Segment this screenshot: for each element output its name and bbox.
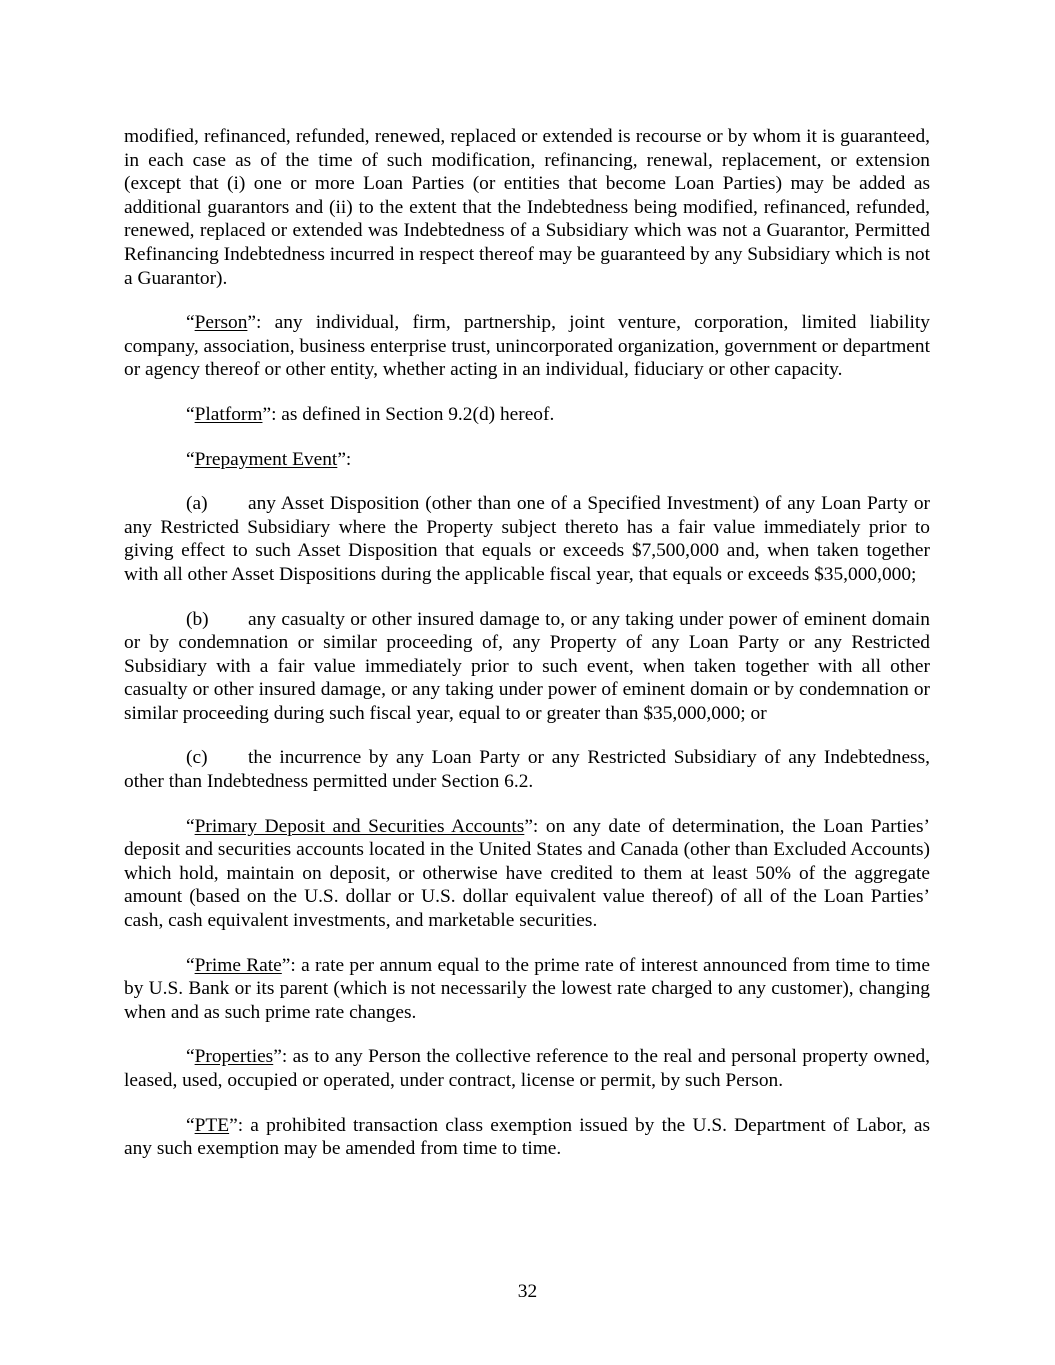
prepayment-item-b xyxy=(124,608,930,726)
defined-term: Prepayment Event xyxy=(194,448,338,470)
defined-term: Properties xyxy=(194,1046,274,1068)
defined-term: Primary Deposit and Securities Accounts xyxy=(194,815,525,837)
item-text: any Asset Disposition (other than one of a Specified Investment) of any Loan Party or any Restricted Subsidiary where the Property subject thereto has a fair value immediately prior to giving effect to such Asset Disposition that equals or exceeds $7,500,000 and, when taken together with all other Asset Dispositions during the applicable fiscal year, that equals or exceeds $35,000,000; xyxy=(124,493,930,585)
defined-term: Person xyxy=(194,312,248,334)
defined-term: Prime Rate xyxy=(194,954,282,976)
definition-person xyxy=(124,311,930,382)
open-quote: “ xyxy=(186,815,195,837)
item-text: any casualty or other insured damage to, or any taking under power of eminent domain or by condemnation or similar proceeding of, any Property of any Loan Party or any Restricted Subsidiary with a fair value immediately prior to such event, when taken together with all other casualty or other insured damage, or any taking under power of eminent domain or by condemnation or similar proceeding during such fiscal year, equal to or greater than $35,000,000; or xyxy=(124,608,930,724)
definition-body: ”: as to any Person the collective reference to the real and personal property owned, leased, used, occupied or operated, under contract, license or permit, by such Person. xyxy=(124,1046,930,1091)
open-quote: “ xyxy=(186,1046,195,1068)
defined-term: PTE xyxy=(194,1114,230,1136)
definition-body: ”: as defined in Section 9.2(d) hereof. xyxy=(262,403,555,425)
definition-body: ”: a rate per annum equal to the prime rate of interest announced from time to time by U.S. Bank or its parent (which is not necessarily the lowest rate charged to any customer), changing when and as such prime rate changes. xyxy=(124,954,930,1023)
prepayment-item-a xyxy=(124,492,930,586)
item-label: (b) xyxy=(186,608,209,630)
page-number: 32 xyxy=(517,1281,538,1302)
definition-prime-rate xyxy=(124,954,930,1025)
definition-body: ”: on any date of determination, the Loan Parties’ deposit and securities accounts located in the United States and Canada (other than Excluded Accounts) which hold, maintain on deposit, or otherwise have credited to them at least 50% of the aggregate amount (based on the U.S. dollar or U.S. dollar equivalent value thereof) of all of the Loan Parties’ cash, cash equivalent investments, and marketable securities. xyxy=(124,815,930,932)
item-text: the incurrence by any Loan Party or any Restricted Subsidiary of any Indebtedness, other than Indebtedness permitted under Section 6.2. xyxy=(124,747,930,793)
open-quote: “ xyxy=(186,954,195,976)
prepayment-item-c xyxy=(124,746,930,793)
definition-primary-deposit xyxy=(124,815,930,933)
open-quote: “ xyxy=(186,448,195,470)
definition-prepayment-event xyxy=(124,448,930,472)
open-quote: “ xyxy=(186,1114,195,1136)
definition-body: ”: xyxy=(337,448,352,470)
open-quote: “ xyxy=(186,403,195,425)
open-quote: “ xyxy=(186,312,195,334)
item-label: (c) xyxy=(186,747,208,769)
item-label: (a) xyxy=(186,493,208,515)
document-page xyxy=(124,125,930,1161)
definition-body: ”: a prohibited transaction class exemption issued by the U.S. Department of Labor, as any such exemption may be amended from time to time. xyxy=(124,1114,930,1160)
defined-term: Platform xyxy=(194,403,263,425)
definition-platform xyxy=(124,403,930,427)
definition-pte xyxy=(124,1114,930,1161)
definition-body: ”: any individual, firm, partnership, joint venture, corporation, limited liability company, association, business enterprise trust, unincorporated organization, government or department or agency thereof or other entity, whether acting in an individual, fiduciary or other capacity. xyxy=(124,312,930,381)
definition-properties xyxy=(124,1045,930,1092)
continuation-paragraph: modified, refinanced, refunded, renewed, replaced or extended is recourse or by whom it is guaranteed, in each case as of the time of such modification, refinancing, renewal, replacement, or extension (except that (i) one or more Loan Parties (or entities that become Loan Parties) may be added as additional guarantors and (ii) to the extent that the Indebtedness being modified, refinanced, refunded, renewed, replaced or extended was Indebtedness of a Subsidiary which was not a Guarantor, Permitted Refinancing Indebtedness incurred in respect thereof may be guaranteed by any Subsidiary which is not a Guarantor). xyxy=(124,126,930,289)
